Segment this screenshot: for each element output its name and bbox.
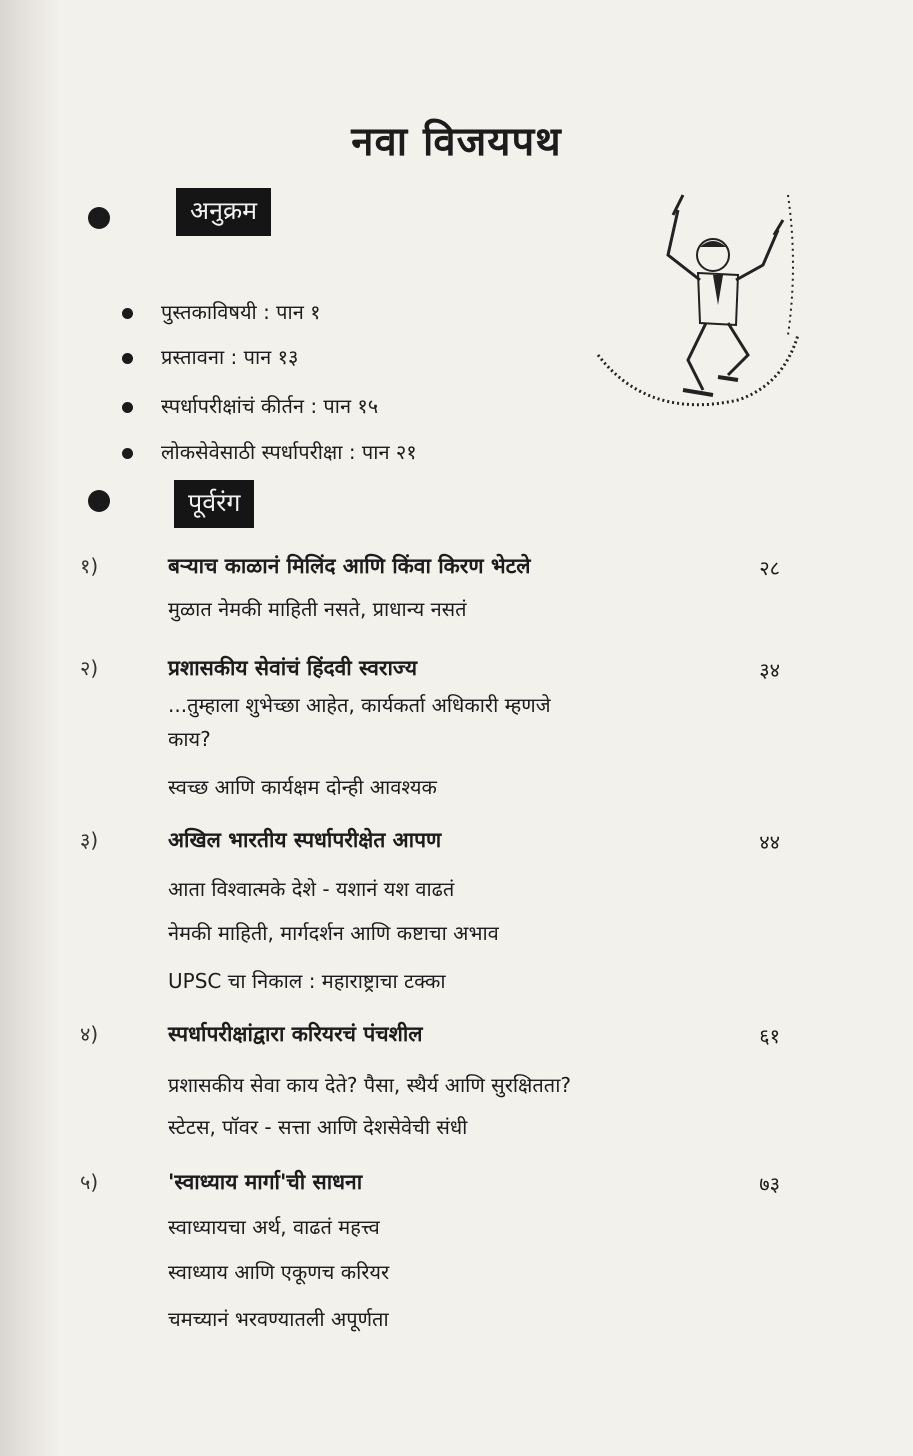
chapter-entry	[80, 1020, 780, 1050]
chapter-subtopic: प्रशासकीय सेवा काय देते? पैसा, स्थैर्य आणि सुरक्षितता?	[168, 1073, 571, 1097]
chapter-number: ३)	[80, 828, 99, 852]
page-title: नवा विजयपथ	[351, 119, 562, 165]
section-heading-contents: अनुक्रम	[176, 188, 271, 236]
preface-item-label: लोकसेवेसाठी स्पर्धापरीक्षा : पान २१	[161, 440, 417, 464]
chapter-subtopic: ...तुम्हाला शुभेच्छा आहेत, कार्यकर्ता अधिकारी म्हणजे	[168, 693, 551, 717]
chapter-number: २)	[80, 656, 99, 680]
chapter-title: स्पर्धापरीक्षांद्वारा करियरचं पंचशील	[168, 1022, 423, 1046]
chapter-subtopic: आता विश्वात्मके देशे - यशानं यश वाढतं	[168, 877, 455, 901]
chapter-entry	[80, 826, 780, 856]
chapter-title: अखिल भारतीय स्पर्धापरीक्षेत आपण	[168, 828, 442, 852]
chapter-page-number: २८	[759, 556, 780, 580]
preface-item	[122, 298, 321, 326]
chapter-page-number: ३४	[759, 658, 780, 682]
chapter-subtopic: UPSC चा निकाल : महाराष्ट्राचा टक्का	[168, 969, 446, 993]
chapter-subtopic: मुळात नेमकी माहिती नसते, प्राधान्य नसतं	[168, 597, 467, 621]
chapter-page-number: ७३	[759, 1172, 780, 1196]
chapter-subtopic: स्टेटस, पॉवर - सत्ता आणि देशसेवेची संधी	[168, 1115, 468, 1139]
preface-item-label: प्रस्तावना : पान १३	[161, 345, 299, 369]
chapter-subtopic: स्वाध्याय आणि एकूणच करियर	[168, 1260, 390, 1284]
section-bullet	[88, 207, 110, 229]
chapter-entry	[80, 552, 780, 582]
page-edge-shadow	[0, 0, 60, 1456]
chapter-title: प्रशासकीय सेवांचं हिंदवी स्वराज्य	[168, 656, 418, 680]
bullet-icon	[122, 448, 133, 459]
chapter-subtopic: स्वाध्यायचा अर्थ, वाढतं महत्त्व	[168, 1215, 380, 1239]
section-bullet	[88, 490, 110, 512]
chapter-subtopic: काय?	[168, 727, 211, 751]
section-heading-purvarang: पूर्वरंग	[174, 480, 254, 528]
chapter-subtopic: नेमकी माहिती, मार्गदर्शन आणि कष्टाचा अभाव	[168, 921, 499, 945]
preface-item-label: पुस्तकाविषयी : पान १	[161, 300, 321, 324]
bullet-icon	[122, 353, 133, 364]
chapter-entry	[80, 654, 780, 684]
dancing-man-illustration	[588, 185, 808, 415]
bullet-icon	[122, 402, 133, 413]
preface-item	[122, 438, 417, 466]
chapter-subtopic: चमच्यानं भरवण्यातली अपूर्णता	[168, 1307, 389, 1331]
chapter-number: ४)	[80, 1022, 99, 1046]
chapter-number: १)	[80, 554, 99, 578]
chapter-subtopic: स्वच्छ आणि कार्यक्षम दोन्ही आवश्यक	[168, 775, 437, 799]
preface-item	[122, 392, 378, 420]
chapter-page-number: ६१	[759, 1024, 780, 1048]
chapter-number: ५)	[80, 1170, 99, 1194]
chapter-entry	[80, 1168, 780, 1198]
preface-item-label: स्पर्धापरीक्षांचं कीर्तन : पान १५	[161, 394, 379, 418]
preface-item	[122, 343, 298, 371]
chapter-title: बऱ्याच काळानं मिलिंद आणि किंवा किरण भेटले	[168, 554, 531, 578]
chapter-title: 'स्वाध्याय मार्गा'ची साधना	[168, 1170, 363, 1194]
chapter-page-number: ४४	[759, 830, 780, 854]
bullet-icon	[122, 308, 133, 319]
